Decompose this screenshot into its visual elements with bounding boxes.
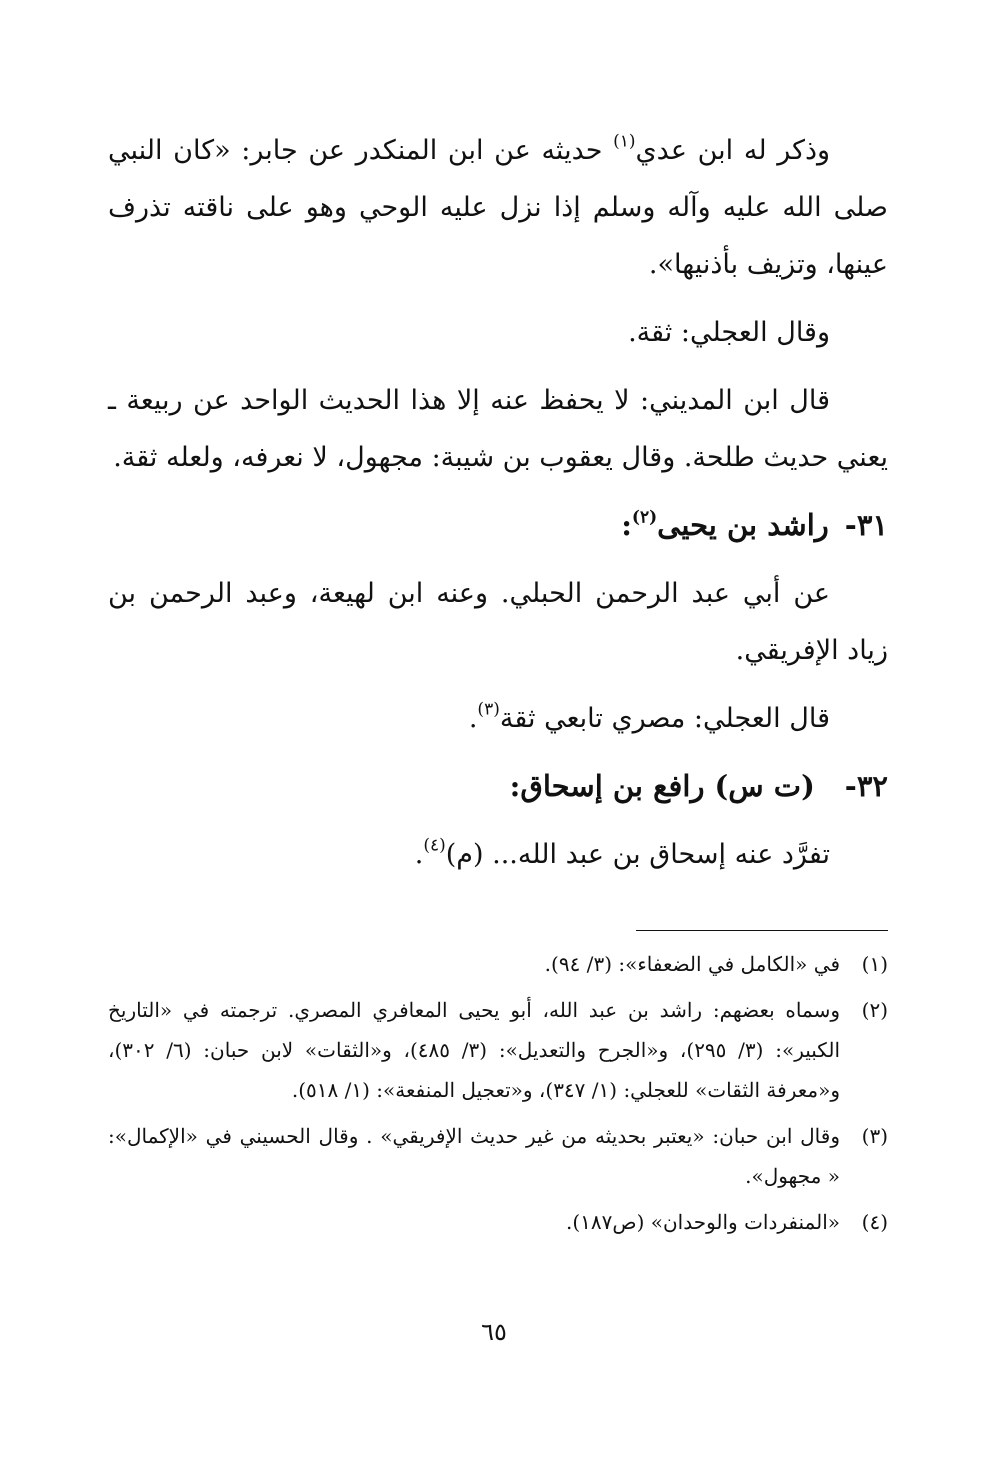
paragraph-entry32 xyxy=(108,826,888,883)
entry-number: ٣١- xyxy=(844,508,888,542)
footnote-marker: (٣) xyxy=(861,1124,888,1148)
heading-colon: : xyxy=(621,508,632,542)
paragraph-entry31-narration: عن أبي عبد الرحمن الحبلي. وعنه ابن لهيعة، وعبد الرحمن بن زياد الإفريقي. xyxy=(108,578,888,666)
entry-heading-31 xyxy=(108,497,888,554)
footnote-text: وقال ابن حبان: «يعتبر بحديثه من غير حديث الإفريقي» . وقال الحسيني في «الإكمال»: « مجهول». xyxy=(108,1124,840,1188)
text-run: قال العجلي: مصري تابعي ثقة xyxy=(499,703,830,734)
text-run: وذكر له ابن عدي xyxy=(635,135,831,166)
footnote-text: وسماه بعضهم: راشد بن عبد الله، أبو يحيى المعافري المصري. ترجمته في «التاريخ الكبير»: (٣/ ٢٩٥)، و«الجرح والتعديل»: (٣/ ٤٨٥)، و«الثقات» لابن حبان: (٦/ ٣٠٢)، و«معرفة الثقات» للعجلي: (١/ ٣٤٧)، و«تعجيل المنفعة»: (١/ ٥١٨). xyxy=(108,998,841,1102)
paragraph-ibn-madini: قال ابن المديني: لا يحفظ عنه إلا هذا الحديث الواحد عن ربيعة ـ يعني حديث طلحة. وقال يعقوب بن شيبة: مجهول، لا نعرفه، ولعله ثقة. xyxy=(108,385,888,473)
footnote-text: «المنفردات والوحدان» (ص١٨٧). xyxy=(565,1210,840,1234)
entry-name: راشد بن يحيى xyxy=(657,508,829,542)
footnote-ref-3[interactable]: (٣) xyxy=(477,699,500,720)
text-run: . xyxy=(414,839,424,870)
footnote-marker: (٢) xyxy=(861,998,888,1022)
paragraph-ijli: وقال العجلي: ثقة. xyxy=(628,317,830,348)
text-run: حديثه عن ابن المنكدر عن جابر: «كان النبي صلى الله عليه وآله وسلم إذا نزل عليه الوحي وهو على ناقته تذرف عينها، وتزيف بأذنيها». xyxy=(108,135,888,280)
footnote-marker: (٤) xyxy=(861,1210,888,1234)
text-run: . xyxy=(468,703,478,734)
footnote-3 xyxy=(108,1116,888,1196)
paragraph-ibn-adi xyxy=(108,122,888,293)
main-text xyxy=(108,122,888,894)
footnote-ref-2[interactable]: (٢) xyxy=(631,507,658,528)
footnote-marker: (١) xyxy=(861,952,888,976)
footnote-ref-4[interactable]: (٤) xyxy=(423,835,446,856)
entry-heading-32 xyxy=(108,758,888,815)
text-run: تفرَّد عنه إسحاق بن عبد الله... (م) xyxy=(445,839,830,870)
footnote-ref-1[interactable]: (١) xyxy=(613,131,636,152)
paragraph-entry31-ijli xyxy=(108,690,888,747)
page-number: ٦٥ xyxy=(481,1318,507,1346)
footnotes xyxy=(108,944,888,1248)
footnote-4 xyxy=(108,1202,888,1242)
footnote-separator xyxy=(636,930,888,931)
footnote-2 xyxy=(108,990,888,1110)
footnote-1 xyxy=(108,944,888,984)
entry-name: (ت س) رافع بن إسحاق: xyxy=(509,769,815,803)
entry-number: ٣٢- xyxy=(844,769,888,803)
footnote-text: في «الكامل في الضعفاء»: (٣/ ٩٤). xyxy=(544,952,840,976)
